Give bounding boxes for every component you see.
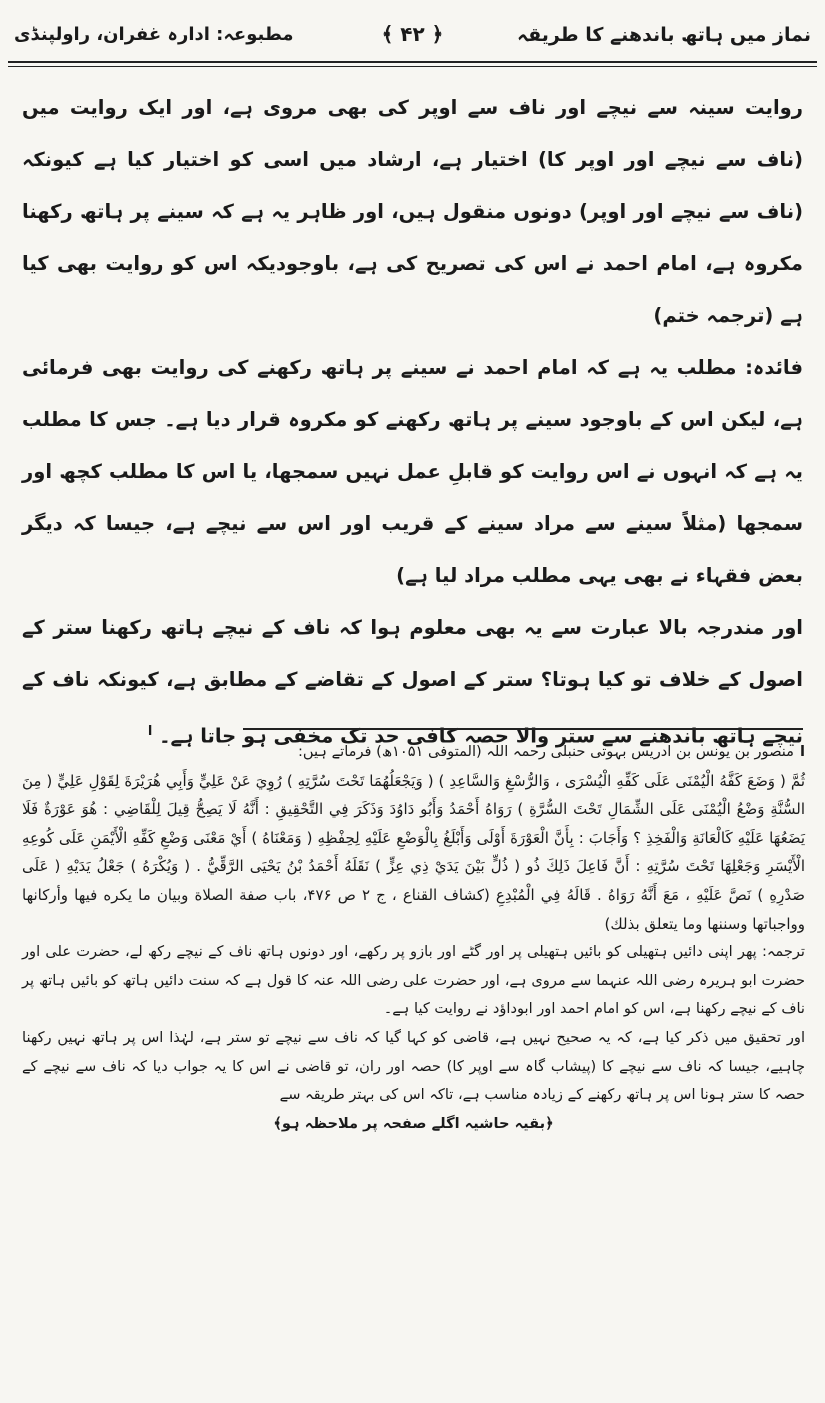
footnote-intro-text: منصور بن یونس بن ادریس بہوتی حنبلی رحمہ اللہ (المتوفی ۱۰۵۱ھ) فرماتے ہیں: [297,743,794,760]
footnote-translation-continued: اور تحقیق میں ذکر کیا ہے، کہ یہ صحیح نہیں ہے، قاضی کو کہا گیا کہ ناف سے نیچے تو ستر ہے، لہٰذا اس پر ہاتھ نہیں رکھنا چاہیے، جیسا کہ ناف سے نیچے کا (پیشاب گاہ سے اوپر کا) حصہ اور ران، تو قاضی نے اس کا یہ جواب دیا کہ ناف سے نیچے کے حصہ کا ستر ہونا اس پر ہاتھ رکھنے کے زیادہ مناسب ہے، تاکہ اس کی بہتر طریقہ سے [22,1028,805,1104]
footnote-marker: ا [799,743,805,760]
footnote-intro [22,738,805,767]
main-text [22,82,803,763]
continued-note: ﴿بقیہ حاشیہ اگلے صفحہ پر ملاحظہ ہو﴾ [273,1114,554,1132]
page-number: ﴿ ۴۲ ﴾ [381,22,444,46]
publisher-line: مطبوعہ: ادارہ غفران، راولپنڈی [14,24,294,45]
header-rule-thin [8,66,817,67]
footnote-separator [243,728,803,730]
footnotes [22,738,805,1138]
footnote-arabic-quote: ثُمَّ ( وَضَعَ كَفَّهُ الْيُمْنَى عَلَى كَفِّهِ الْيُسْرَى ، وَالرُّسْغِ وَالسَّاعِدِ ) ( وَيَجْعَلُهُمَا تَحْتَ سُرَّتِهِ ) رُوِيَ عَنْ عَلِيٍّ وَأَبِي هُرَيْرَةَ لِقَوْلِ عَلِيٍّ ( مِنَ السُّنَّةِ وَضْعُ الْيُمْنَى عَلَى الشِّمَالِ تَحْتَ السُّرَّةِ ) رَوَاهُ أَحْمَدُ وَأَبُو دَاوُدَ وَذَكَرَ فِي التَّحْقِيقِ : أَنَّهُ لَا يَصِحُّ قِيلَ لِلْقَاضِي : هُوَ عَوْرَةٌ فَلَا يَضَعُهَا عَلَيْهِ كَالْعَانَةِ وَالْفَخِذِ ؟ وَأَجَابَ : بِأَنَّ الْعَوْرَةَ أَوْلَى وَأَبْلَغُ بِالْوَضْعِ عَلَيْهِ لِحِفْظِهِ ( وَمَعْنَاهُ ) أَيْ مَعْنَى وَضْعِ كَفِّهِ الْأَيْمَنِ عَلَى كُوعِهِ الْأَيْسَرِ وَجَعْلِهَا تَحْتَ سُرَّتِهِ : أَنَّ فَاعِلَ ذَلِكَ ذُو ( ذُلٍّ بَيْنَ يَدَيْ ذِي عِزٍّ ) نَقَلَهُ أَحْمَدُ بْنُ يَحْيَى الرَّقِّيُّ . ( وَيُكْرَهُ ) جَعْلُ يَدَيْهِ ( عَلَى صَدْرِهِ ) نَصَّ عَلَيْهِ ، مَعَ أَنَّهُ رَوَاهُ . قَالَهُ فِي الْمُبْدِعِ (كشاف القناع ، ج ۲ ص ۴۷۶، باب صفة الصلاة وبيان ما يكره فيها وأركانها وواجباتها وسننها وما يتعلق بذلك) [22,771,806,933]
footnote-reference[interactable]: ا [147,724,153,739]
footnote-translation: ترجمہ: پھر اپنی دائیں ہتھیلی کو بائیں ہتھیلی پر اور گٹے اور بازو پر رکھے، اور دونوں ہاتھ ناف کے نیچے رکھ لے، حضرت علی اور حضرت ابو ہریرہ رضی اللہ عنہما سے مروی ہے، اور حضرت علی رضی اللہ عنہ کا قول ہے کہ سنت دائیں ہاتھ کو بائیں ہاتھ پر ناف کے نیچے رکھنا ہے، اس کو امام احمد اور ابوداؤد نے روایت کیا ہے۔ [22,943,805,1018]
main-paragraph-1: روایت سینہ سے نیچے اور ناف سے اوپر کی بھی مروی ہے، اور ایک روایت میں (ناف سے نیچے اور اوپر کا) اختیار ہے، ارشاد میں اسی کو اختیار کیا ہے کیونکہ (ناف سے نیچے اور اوپر) دونوں منقول ہیں، اور ظاہر یہ ہے کہ سینے پر ہاتھ رکھنا مکروہ ہے، امام احمد نے اس کی تصریح کی ہے، باوجودیکہ اس کو روایت بھی کیا ہے (ترجمہ ختم) [22,96,803,327]
header-rule-thick [8,61,817,63]
main-paragraph-2: فائدہ: مطلب یہ ہے کہ امام احمد نے سینے پر ہاتھ رکھنے کی روایت بھی فرمائی ہے، لیکن اس کے باوجود سینے پر ہاتھ رکھنے کو مکروہ قرار دیا ہے۔ جس کا مطلب یہ ہے کہ انہوں نے اس روایت کو قابلِ عمل نہیں سمجھا، یا اس کا مطلب کچھ اور سمجھا (مثلاً سینے سے مراد سینے کے قریب اور اس سے نیچے ہے، جیسا کہ دیگر بعض فقہاء نے بھی یہی مطلب مراد لیا ہے) [22,356,803,587]
page-header [10,18,815,54]
main-paragraph-3-text: اور مندرجہ بالا عبارت سے یہ بھی معلوم ہوا کہ ناف کے نیچے ہاتھ رکھنا ستر کے اصول کے خلاف تو کیا ہوتا؟ ستر کے اصول کے تقاضے کے مطابق ہے، کیونکہ ناف کے نیچے ہاتھ باندھنے سے ستر والا حصہ کافی حد تک مخفی ہو جاتا ہے۔ [22,616,803,748]
running-title: نماز میں ہاتھ باندھنے کا طریقہ [516,24,811,46]
